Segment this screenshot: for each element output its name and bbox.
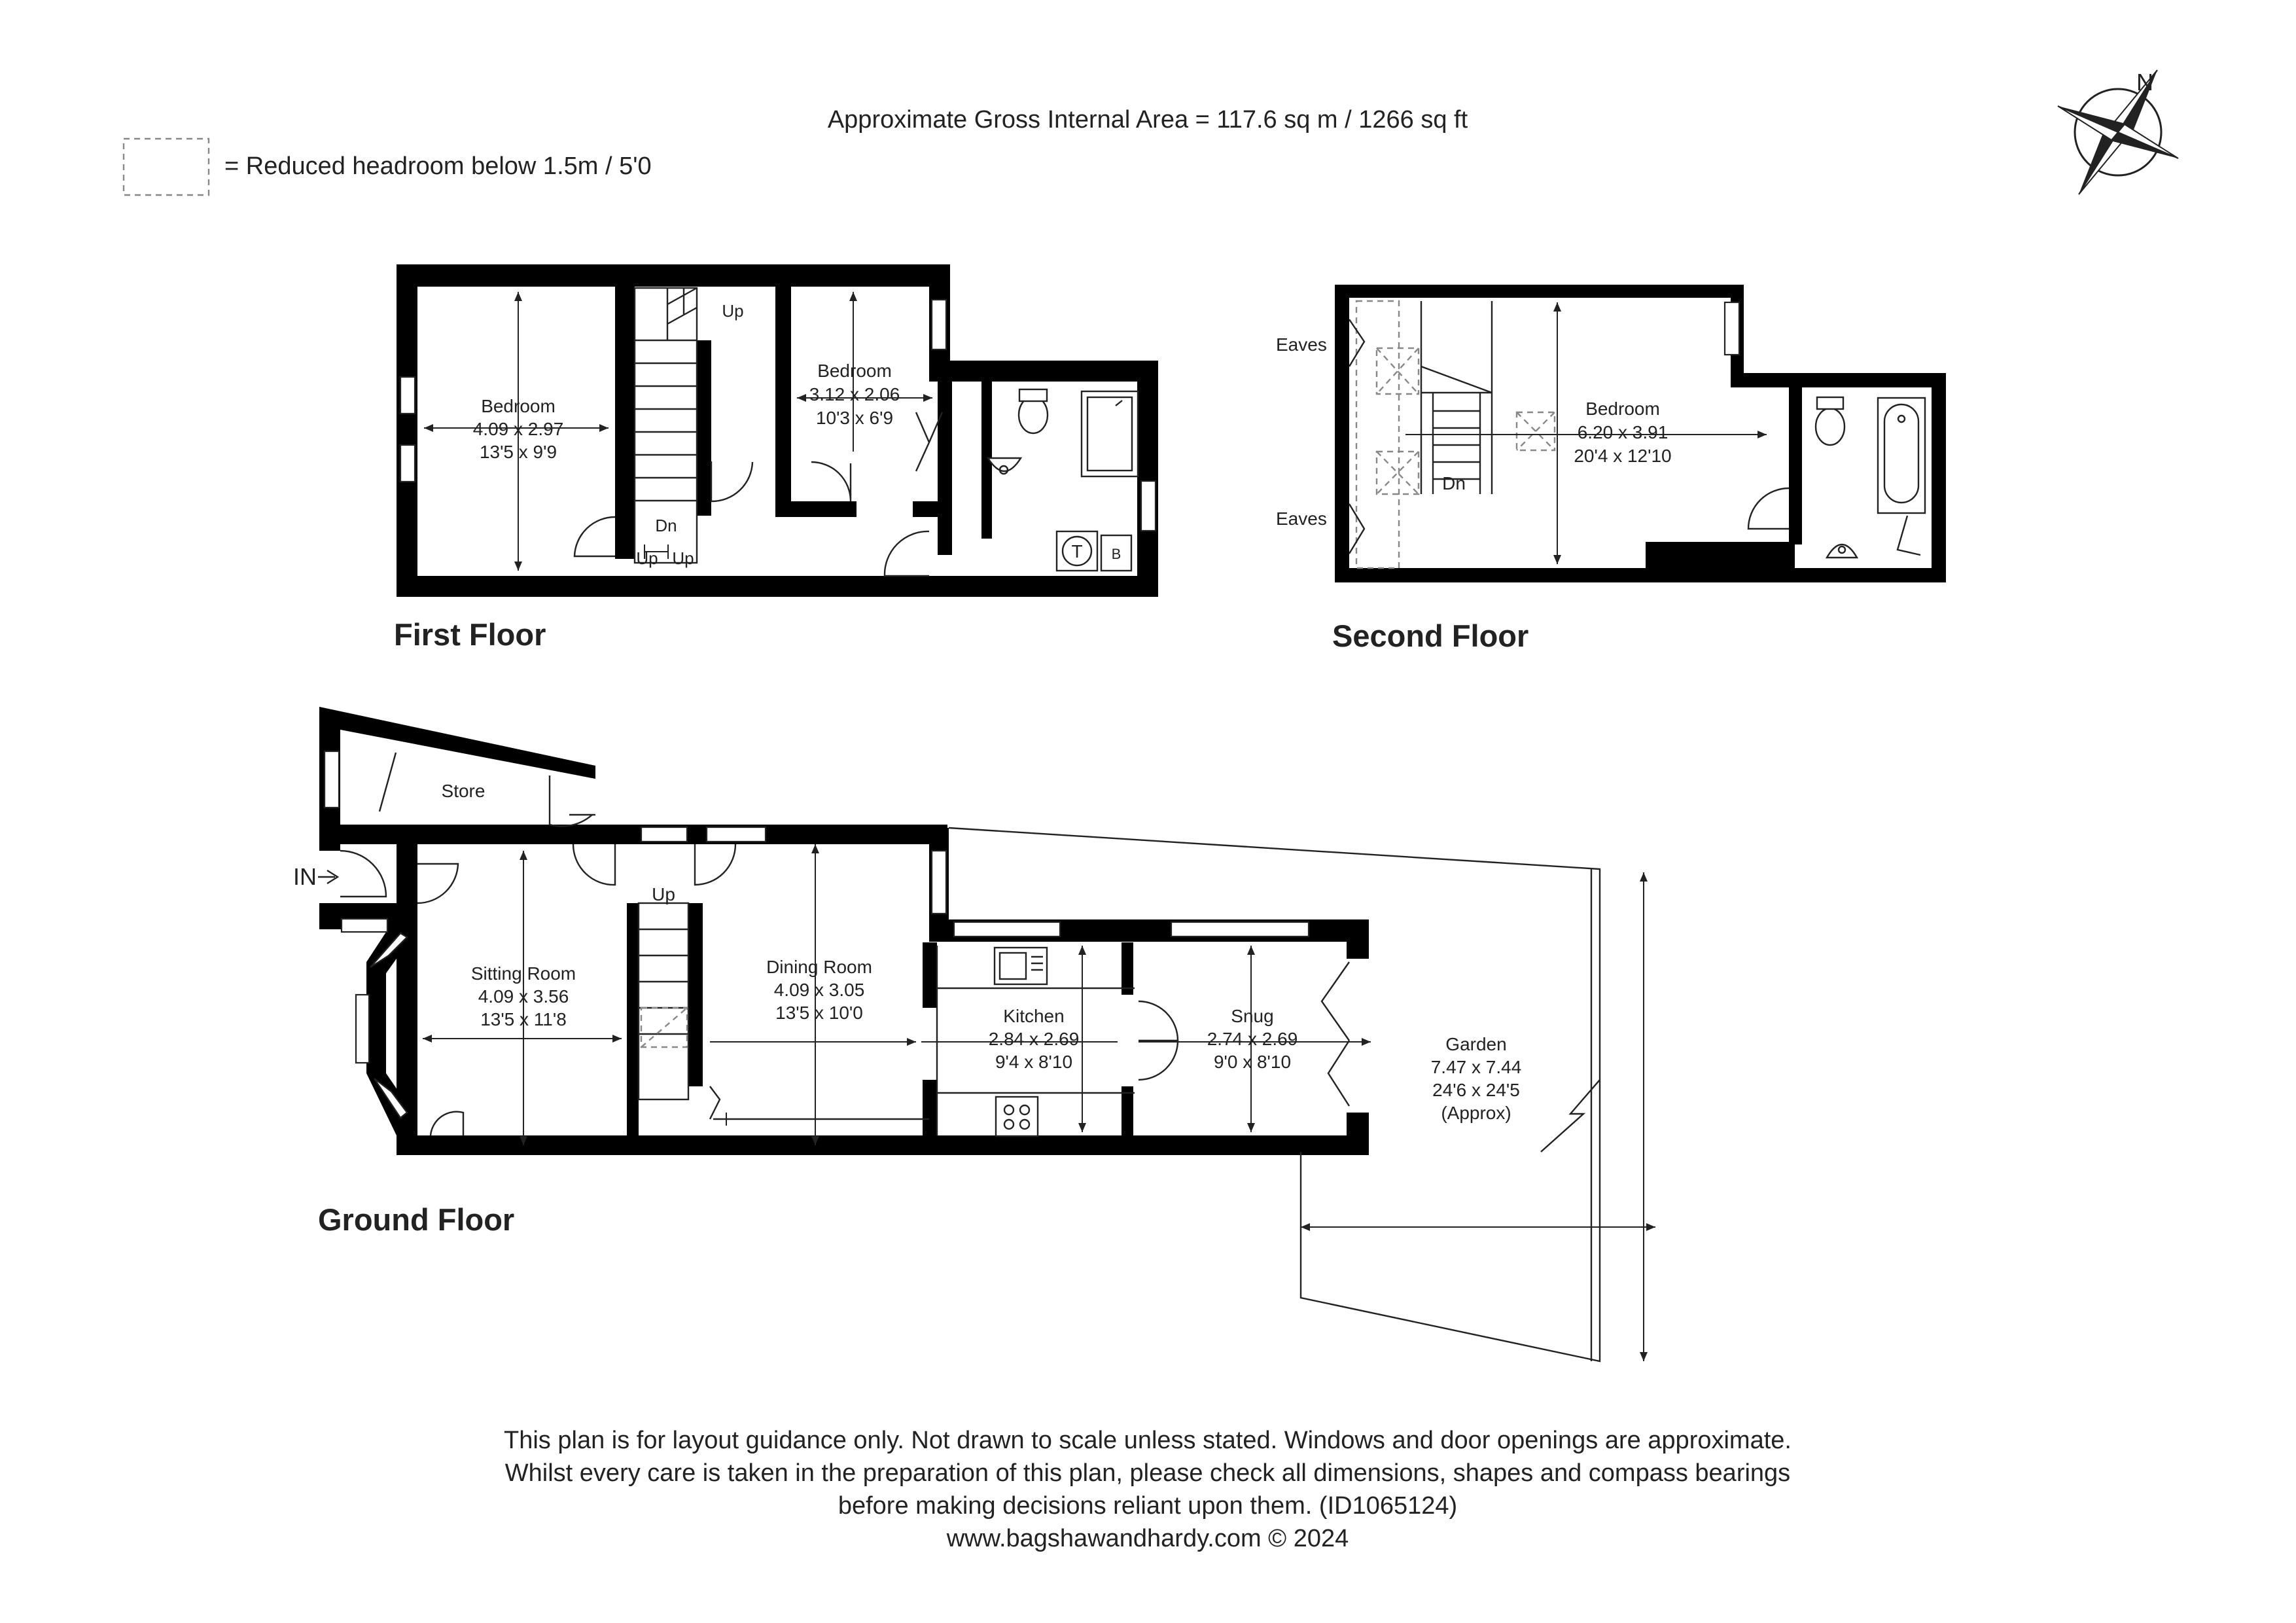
sf-stair-dn: Dn [1442,473,1466,493]
gf-snug-imperial: 9'0 x 8'10 [1213,1052,1292,1072]
ff-stair-dn: Dn [655,516,677,535]
second-floor-plan [1276,285,1946,653]
gf-sitting-metric: 4.09 x 3.56 [478,986,569,1007]
gf-dining-name: Dining Room [766,957,872,977]
sf-eaves-top: Eaves [1276,334,1327,355]
second-floor-title: Second Floor [1332,618,1529,653]
compass-icon [2058,70,2178,194]
ff-stair-up-b: Up [672,548,694,568]
website-copyright[interactable]: www.bagshawandhardy.com © 2024 [946,1525,1349,1552]
ff-bedroom2-metric: 3.12 x 2.06 [809,384,900,404]
ground-floor-title: Ground Floor [318,1202,515,1237]
sf-bedroom-name: Bedroom [1585,399,1660,419]
gf-snug-name: Snug [1231,1006,1274,1026]
gf-stair-up: Up [652,884,675,904]
gf-dining-metric: 4.09 x 3.05 [773,980,865,1000]
gf-sitting-name: Sitting Room [470,963,576,984]
ff-bedroom1-metric: 4.09 x 2.97 [472,419,564,439]
compass-north-label: N [2136,69,2153,96]
gf-dining-imperial: 13'5 x 10'0 [775,1003,863,1023]
gf-garden-note: (Approx) [1441,1103,1511,1123]
gf-sitting-imperial: 13'5 x 11'8 [480,1009,567,1029]
gross-internal-area: Approximate Gross Internal Area = 117.6 sq m / 1266 sq ft [827,106,1468,134]
sf-bedroom-imperial: 20'4 x 12'10 [1574,446,1672,466]
boiler-label: B [1111,546,1122,562]
ff-bedroom2-name: Bedroom [817,361,892,381]
gf-garden-imperial: 24'6 x 24'5 [1432,1080,1520,1100]
gf-kitchen-name: Kitchen [1003,1006,1065,1026]
sf-eaves-bottom: Eaves [1276,508,1327,529]
gf-snug-metric: 2.74 x 2.69 [1207,1029,1298,1049]
gf-store-label: Store [441,781,486,801]
tank-label: T [1071,541,1083,562]
disclaimer-line-1: This plan is for layout guidance only. Not drawn to scale unless stated. Windows and door openings are approximate. [504,1427,1792,1454]
gf-entrance-label: IN [293,863,317,890]
gf-kitchen-imperial: 9'4 x 8'10 [995,1052,1073,1072]
gf-garden-metric: 7.47 x 7.44 [1430,1057,1522,1077]
disclaimer-line-3: before making decisions reliant upon them. (ID1065124) [838,1492,1458,1520]
ff-bedroom1-imperial: 13'5 x 9'9 [479,442,557,462]
ground-floor-plan [293,707,1655,1361]
reduced-headroom-key-swatch [124,139,209,195]
sf-bedroom-metric: 6.20 x 3.91 [1577,422,1669,442]
gf-garden-name: Garden [1445,1034,1507,1054]
ff-stair-up-a: Up [636,548,658,568]
reduced-headroom-key-label: = Reduced headroom below 1.5m / 5'0 [224,152,652,180]
first-floor-title: First Floor [394,617,546,652]
ff-bedroom2-imperial: 10'3 x 6'9 [815,408,894,428]
ff-bedroom1-name: Bedroom [481,396,556,416]
disclaimer-line-2: Whilst every care is taken in the preparation of this plan, please check all dimensions, shapes and compass bearings [504,1459,1791,1487]
first-floor-plan [394,264,1158,652]
gf-kitchen-metric: 2.84 x 2.69 [988,1029,1080,1049]
ff-stair-up-top: Up [722,301,744,321]
